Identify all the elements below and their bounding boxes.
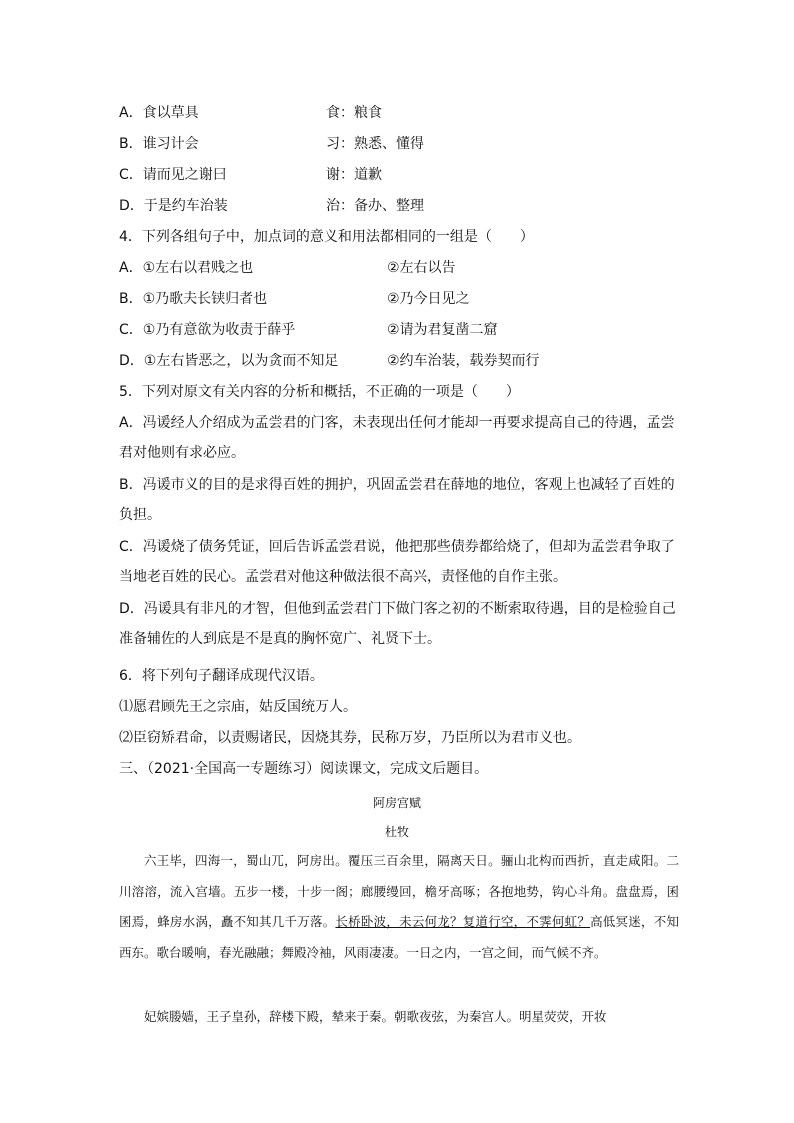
section-heading: 三、（2021·全国高一专题练习）阅读课文，完成文后题目。 [119, 761, 489, 777]
poem-author: 杜牧 [384, 825, 409, 839]
q3-option-d [119, 197, 424, 215]
option-sentence-2: ②约车治装，载券契而行 [387, 353, 540, 369]
q4-stem: 4．下列各组句子中，加点词的意义和用法都相同的一组是（ ） [119, 229, 534, 245]
poem-text: 六王毕，四海一，蜀山兀，阿房出。覆压三百余里，隔离天日。骊山北构而西折，直走咸阳。二川溶溶，流入宫墙。五步一楼，十步一阁；廊腰缦回，檐牙高啄；各抱地势，钩心斗角。盘盘焉，囷囷焉，蜂房水涡，矗不知其几千万落。 [119, 853, 679, 929]
option-text: D．于是约车治装 [119, 198, 228, 214]
option-sentence-2: ②左右以告 [387, 260, 456, 276]
q6-stem: 6．将下列句子翻译成现代汉语。 [119, 668, 324, 684]
option-text: A．食以草具 [119, 105, 199, 121]
q3-option-c [119, 166, 382, 184]
option-sentence-2: ②请为君复凿二窟 [387, 322, 498, 338]
option-text: C．请而见之谢曰 [119, 167, 227, 183]
poem-text: 高低冥迷，不知西东。歌台暖响，春光融融；舞殿冷袖，风雨凄凄。一日之内，一宫之间，而气候不齐。 [119, 914, 679, 960]
poem-paragraph-1 [119, 846, 679, 968]
q6-item-2: ⑵臣窃矫君命，以责赐诸民，因烧其券，民称万岁，乃臣所以为君市义也。 [119, 730, 581, 746]
poem-title: 阿房宫赋 [372, 796, 421, 810]
q5-option-c: C．冯谖烧了债务凭证，回后告诉孟尝君说，他把那些债券都给烧了，但却为孟尝君争取了当地老百姓的民心。孟尝君对他这种做法很不高兴，责怪他的自作主张。 [119, 539, 675, 585]
option-sentence-2: ②乃今日见之 [387, 291, 470, 307]
option-sentence-1: B．①乃歌夫长铗归者也 [119, 291, 268, 307]
q5-option-a: A．冯谖经人介绍成为孟尝君的门客，未表现出任何才能却一再要求提高自己的待遇，孟尝君对他则有求必应。 [119, 415, 675, 461]
q4-option-b [119, 290, 470, 308]
q5-option-b: B．冯谖市义的目的是求得百姓的拥护，巩固孟尝君在薛地的地位，客观上也减轻了百姓的负担。 [119, 477, 675, 523]
q4-option-c [119, 321, 498, 339]
underlined-text: 长桥卧波，未云何龙？复道行空， [335, 914, 527, 929]
underlined-text: 不霁何虹？ [526, 914, 591, 929]
poem-paragraph-2: 妃嫔媵嫱，王子皇孙，辞楼下殿，辇来于秦。朝歌夜弦，为秦宫人。明星荧荧，开妆 [144, 1009, 607, 1024]
q3-option-a [119, 104, 382, 122]
option-gloss: 谢：道歉 [326, 167, 382, 183]
option-sentence-1: C．①乃有意欲为收责于薛乎 [119, 322, 296, 338]
option-gloss: 习：熟悉、懂得 [326, 136, 424, 152]
q5-stem: 5．下列对原文有关内容的分析和概括，不正确的一项是（ ） [119, 384, 520, 400]
q4-option-d [119, 352, 540, 370]
q4-option-a [119, 259, 456, 277]
q5-option-d: D．冯谖具有非凡的才智，但他到孟尝君门下做门客之初的不断索取待遇，目的是检验自己准备辅佐的人到底是不是真的胸怀宽广、礼贤下士。 [119, 601, 676, 647]
option-gloss: 食：粮食 [326, 105, 382, 121]
option-sentence-1: D．①左右皆恶之，以为贪而不知足 [119, 353, 339, 369]
option-text: B．谁习计会 [119, 136, 199, 152]
q3-option-b [119, 135, 424, 153]
option-gloss: 治：备办、整理 [326, 198, 424, 214]
option-sentence-1: A．①左右以君贱之也 [119, 260, 254, 276]
q6-item-1: ⑴愿君顾先王之宗庙，姑反国统万人。 [119, 699, 357, 715]
